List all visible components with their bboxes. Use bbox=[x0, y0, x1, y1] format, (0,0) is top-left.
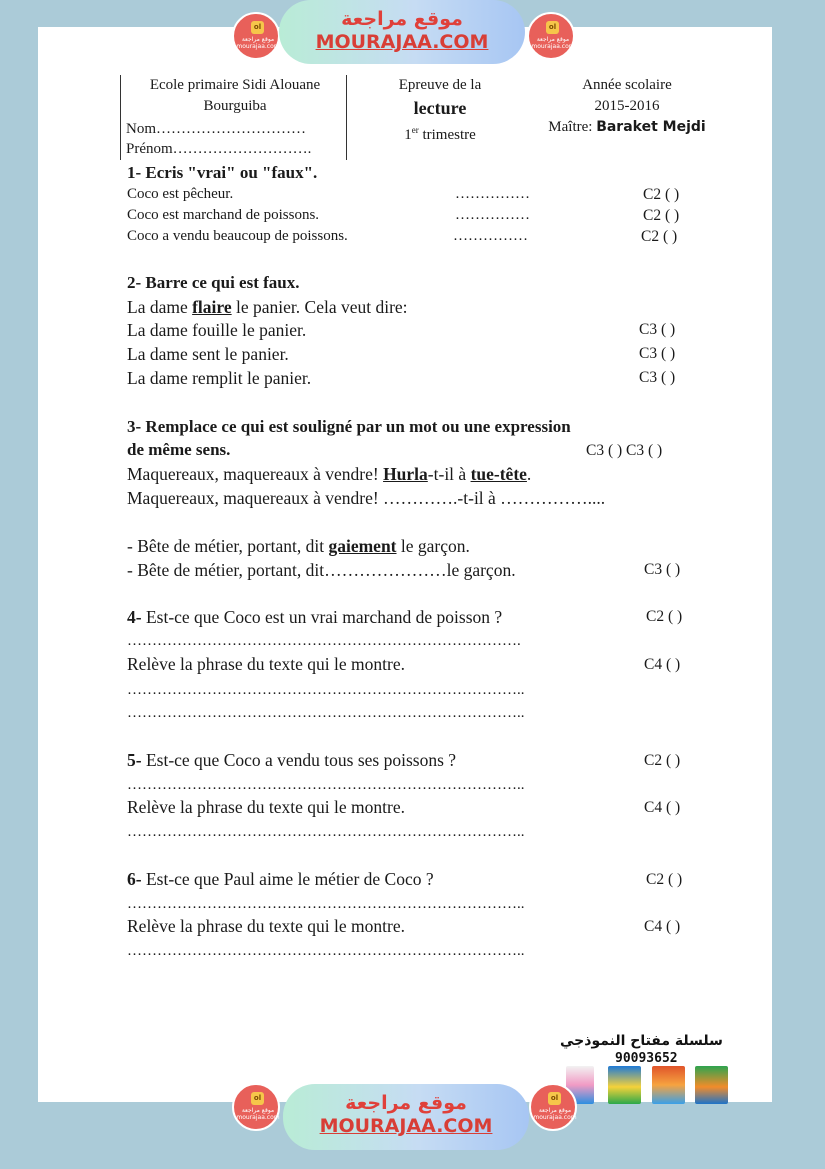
q6-releve-code[interactable]: C4 ( ) bbox=[644, 918, 681, 935]
site-banner-arabic-bottom: موقع مراجعة bbox=[345, 1092, 467, 1114]
q6-code[interactable]: C2 ( ) bbox=[646, 871, 683, 888]
site-banner-top[interactable] bbox=[279, 0, 525, 64]
q1-code-1[interactable]: C2 ( ) bbox=[643, 186, 680, 203]
q5-releve: Relève la phrase du texte qui le montre. bbox=[127, 797, 405, 817]
site-logo-right-icon: ol موقع مراجعة mourajaa.com bbox=[527, 12, 575, 60]
q2-code-3[interactable]: C3 ( ) bbox=[639, 369, 676, 386]
teacher-name: Baraket Mejdi bbox=[596, 119, 706, 135]
q2-intro: La dame flaire le panier. Cela veut dire: bbox=[127, 297, 408, 317]
q6-answer-line-1[interactable]: …………………………………………………………………….. bbox=[127, 896, 525, 912]
series-ad-phone: 90093652 bbox=[615, 1051, 678, 1066]
book-cover-4-icon bbox=[695, 1066, 728, 1104]
q1-answer-1[interactable]: …………… bbox=[455, 186, 530, 202]
q1-answer-2[interactable]: …………… bbox=[455, 207, 530, 223]
q4-answer-line-2[interactable]: …………………………………………………………………….. bbox=[127, 682, 525, 698]
q1-answer-3[interactable]: …………… bbox=[453, 228, 528, 244]
site-logo-left-icon: ol موقع مراجعة mourajaa.com bbox=[232, 12, 280, 60]
school-year: Année scolaire 2015-2016 Maître: Baraket Mejdi bbox=[548, 77, 706, 135]
book-cover-2-icon bbox=[608, 1066, 641, 1104]
site-banner-bottom[interactable] bbox=[283, 1084, 529, 1150]
book-cover-3-icon bbox=[652, 1066, 685, 1104]
nom-field[interactable]: Nom………………………… bbox=[126, 121, 306, 137]
exam-title: Epreuve de la lecture 1er trimestre bbox=[398, 77, 482, 143]
q5-releve-code[interactable]: C4 ( ) bbox=[644, 799, 681, 816]
q5-answer-line-1[interactable]: …………………………………………………………………….. bbox=[127, 777, 525, 793]
series-ad-title: سلسلة مفتاح النموذجي bbox=[560, 1033, 723, 1049]
q5-code[interactable]: C2 ( ) bbox=[644, 752, 681, 769]
q4-code[interactable]: C2 ( ) bbox=[646, 608, 683, 625]
q5-question: 5- Est-ce que Coco a vendu tous ses poissons ? bbox=[127, 750, 457, 770]
q2-code-2[interactable]: C3 ( ) bbox=[639, 345, 676, 362]
q6-releve: Relève la phrase du texte qui le montre. bbox=[127, 916, 405, 936]
q3-codes[interactable]: C3 ( ) C3 ( ) bbox=[586, 442, 663, 459]
site-banner-link[interactable]: MOURAJAA.COM bbox=[315, 31, 489, 53]
q5-answer-line-2[interactable]: …………………………………………………………………….. bbox=[127, 824, 525, 840]
q2-option-1[interactable]: La dame fouille le panier. bbox=[127, 320, 307, 340]
site-banner-link-bottom[interactable]: MOURAJAA.COM bbox=[319, 1115, 493, 1137]
q4-releve: Relève la phrase du texte qui le montre. bbox=[127, 654, 405, 674]
q3-sentence-2: - Bête de métier, portant, dit gaiement le garçon. bbox=[127, 536, 470, 556]
school-name: Ecole primaire Sidi Alouane Bourguiba bbox=[149, 77, 321, 114]
site-banner-arabic: موقع مراجعة bbox=[341, 8, 463, 30]
q1-item-1: Coco est pêcheur. bbox=[127, 186, 234, 202]
q6-question: 6- Est-ce que Paul aime le métier de Coco ? bbox=[127, 869, 434, 889]
q3-title-line1: 3- Remplace ce qui est souligné par un mot ou une expression bbox=[127, 417, 571, 436]
q4-answer-line-1[interactable]: ……………………………………………………………………. bbox=[127, 633, 521, 649]
q3-answer-1[interactable]: Maquereaux, maquereaux à vendre! ………….-t-il à …………….... bbox=[127, 488, 606, 508]
q1-code-2[interactable]: C2 ( ) bbox=[643, 207, 680, 224]
q1-code-3[interactable]: C2 ( ) bbox=[641, 228, 678, 245]
q1-item-2: Coco est marchand de poissons. bbox=[127, 207, 320, 223]
q3-code-3[interactable]: C3 ( ) bbox=[644, 561, 681, 578]
q6-answer-line-2[interactable]: …………………………………………………………………….. bbox=[127, 943, 525, 959]
q4-answer-line-3[interactable]: …………………………………………………………………….. bbox=[127, 705, 525, 721]
q3-title-line2: de même sens. bbox=[127, 440, 231, 459]
q2-code-1[interactable]: C3 ( ) bbox=[639, 321, 676, 338]
q1-title: 1- Ecris "vrai" ou "faux". bbox=[127, 163, 318, 182]
q2-option-3[interactable]: La dame remplit le panier. bbox=[127, 368, 312, 388]
q4-releve-code[interactable]: C4 ( ) bbox=[644, 656, 681, 673]
prenom-field[interactable]: Prénom………………………. bbox=[126, 141, 312, 157]
site-logo-right-bottom-icon: ol موقع مراجعة mourajaa.com bbox=[529, 1083, 577, 1131]
site-logo-left-bottom-icon: ol موقع مراجعة mourajaa.com bbox=[232, 1083, 280, 1131]
q1-item-3: Coco a vendu beaucoup de poissons. bbox=[127, 228, 348, 244]
q2-title: 2- Barre ce qui est faux. bbox=[127, 273, 300, 292]
q3-answer-2[interactable]: - Bête de métier, portant, dit…………………le garçon. bbox=[127, 560, 516, 580]
q2-underlined-word: flaire bbox=[192, 297, 232, 317]
q3-sentence-1: Maquereaux, maquereaux à vendre! Hurla-t-il à tue-tête. bbox=[127, 464, 532, 484]
q4-question: 4- Est-ce que Coco est un vrai marchand de poisson ? bbox=[127, 607, 503, 627]
exam-header bbox=[120, 75, 724, 160]
q2-option-2[interactable]: La dame sent le panier. bbox=[127, 344, 289, 364]
